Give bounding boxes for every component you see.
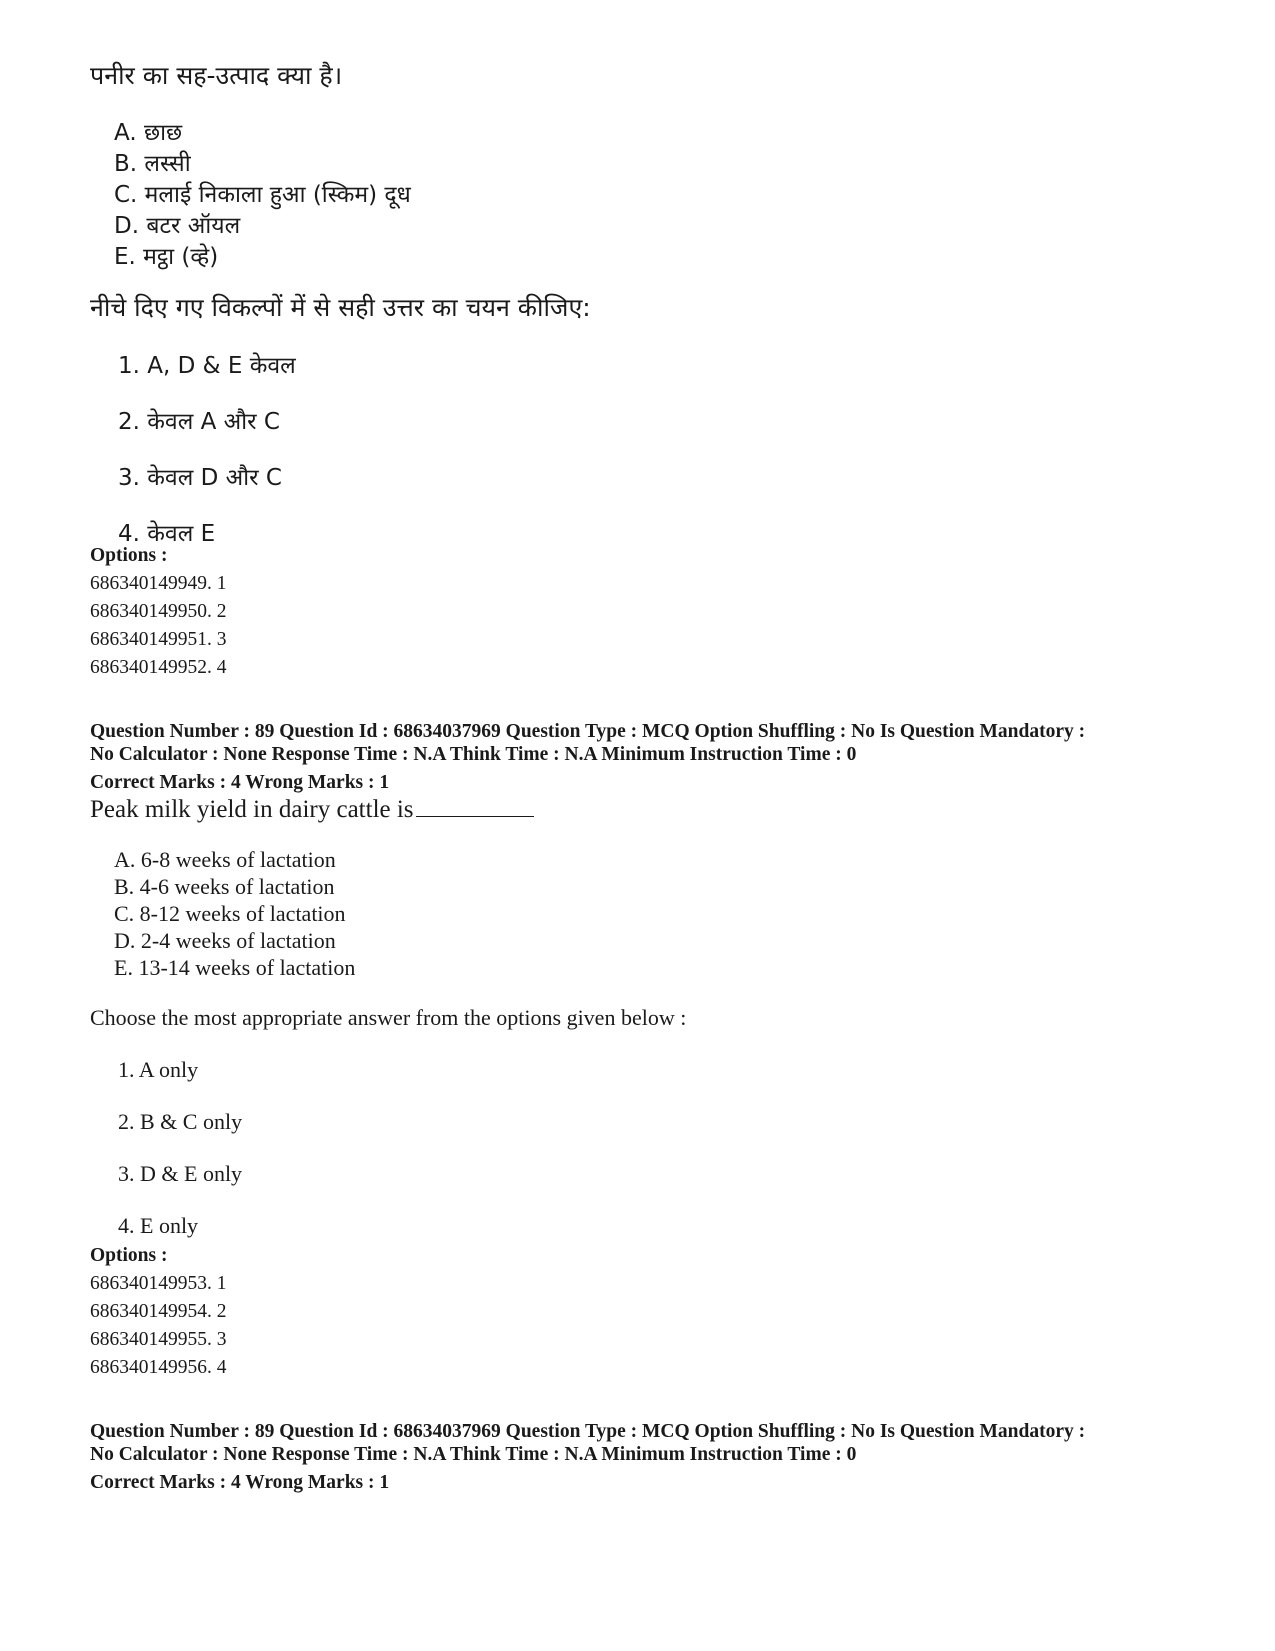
question-meta-line2: No Calculator : None Response Time : N.A Think Time : N.A Minimum Instruction Time : 0 <box>90 1444 857 1465</box>
option-id-1: 686340149953. 1 <box>90 1273 227 1294</box>
option-id-2: 686340149950. 2 <box>90 601 227 622</box>
question-text-body: Peak milk yield in dairy cattle is <box>90 796 414 823</box>
statement-b: B. लस्सी <box>114 151 191 177</box>
choice-2: 2. B & C only <box>118 1109 243 1134</box>
choice-4: 4. केवल E <box>118 521 216 547</box>
option-id-1: 686340149949. 1 <box>90 573 227 594</box>
choice-1: 1. A only <box>118 1057 199 1082</box>
statement-a: A. 6-8 weeks of lactation <box>114 847 336 872</box>
statement-c: C. 8-12 weeks of lactation <box>114 901 346 926</box>
question-meta-line1: Question Number : 89 Question Id : 68634037969 Question Type : MCQ Option Shuffling : No Is Question Mandatory : <box>90 1421 1086 1442</box>
choice-3: 3. केवल D और C <box>118 465 282 491</box>
choice-1: 1. A, D & E केवल <box>118 353 296 379</box>
question-marks: Correct Marks : 4 Wrong Marks : 1 <box>90 1472 390 1493</box>
question-text: पनीर का सह-उत्पाद क्या है। <box>90 61 343 90</box>
options-label: Options : <box>90 1245 168 1266</box>
option-id-4: 686340149952. 4 <box>90 657 227 678</box>
instruction-text: नीचे दिए गए विकल्पों में से सही उत्तर का चयन कीजिए: <box>90 293 591 322</box>
option-id-3: 686340149955. 3 <box>90 1329 227 1350</box>
statement-b: B. 4-6 weeks of lactation <box>114 874 335 899</box>
statement-d: D. 2-4 weeks of lactation <box>114 928 336 953</box>
statement-d: D. बटर ऑयल <box>114 213 241 239</box>
instruction-text: Choose the most appropriate answer from the options given below : <box>90 1005 687 1030</box>
choice-3: 3. D & E only <box>118 1161 243 1186</box>
question-marks: Correct Marks : 4 Wrong Marks : 1 <box>90 772 390 793</box>
choice-4: 4. E only <box>118 1213 199 1238</box>
options-label: Options : <box>90 545 168 566</box>
option-id-2: 686340149954. 2 <box>90 1301 227 1322</box>
answer-blank <box>416 796 534 817</box>
question-meta-line2: No Calculator : None Response Time : N.A Think Time : N.A Minimum Instruction Time : 0 <box>90 744 857 765</box>
statement-e: E. मट्ठा (व्हे) <box>114 244 219 270</box>
question-meta-line1: Question Number : 89 Question Id : 68634037969 Question Type : MCQ Option Shuffling : No Is Question Mandatory : <box>90 721 1086 742</box>
statement-e: E. 13-14 weeks of lactation <box>114 955 356 980</box>
option-id-4: 686340149956. 4 <box>90 1357 227 1378</box>
question-text <box>90 796 534 824</box>
option-id-3: 686340149951. 3 <box>90 629 227 650</box>
choice-2: 2. केवल A और C <box>118 409 280 435</box>
statement-a: A. छाछ <box>114 120 183 146</box>
statement-c: C. मलाई निकाला हुआ (स्किम) दूध <box>114 182 411 208</box>
